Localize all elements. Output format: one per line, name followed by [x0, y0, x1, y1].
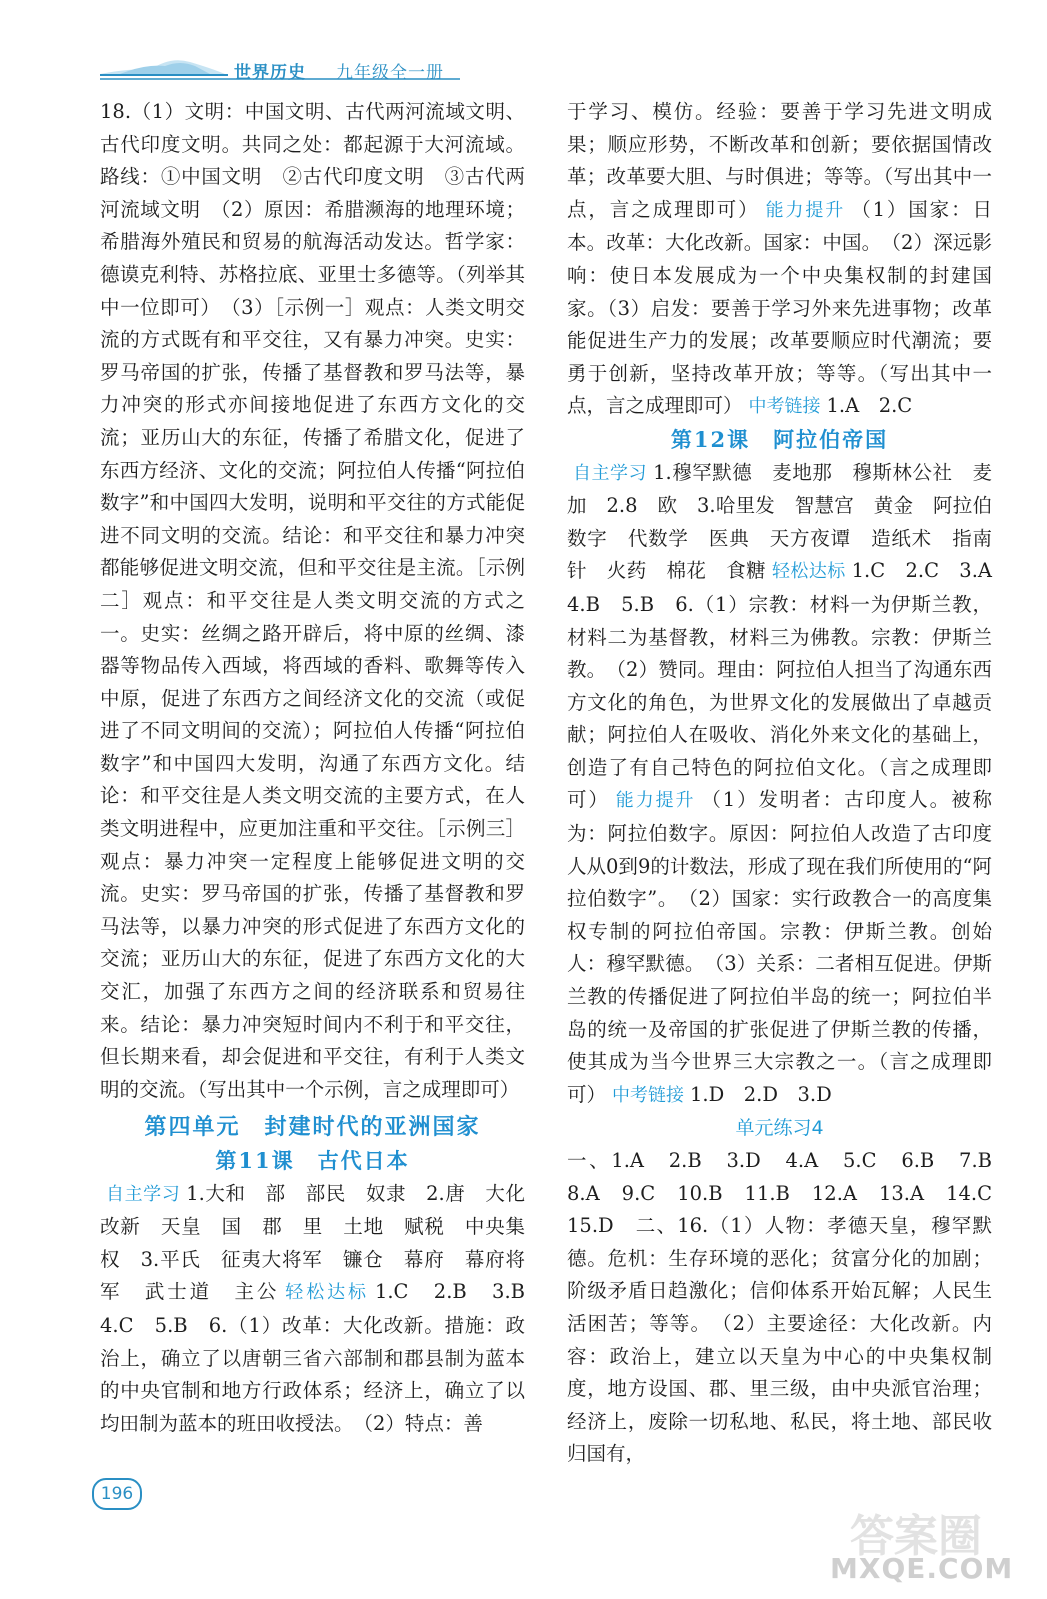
lesson-11-continued — [567, 96, 992, 424]
book-subtitle: 九年级全一册 — [336, 63, 444, 83]
lesson-11-cont-text: 于学习、模仿。经验：要善于学习先进文明成果；顺应形势，不断改革和创新；要依据国情改革；改革要大胆、与时俱进；等等。（写出其中一点，言之成理即可） — [567, 100, 992, 221]
watermark-logo: 答案圈 — [850, 1511, 982, 1562]
lesson-11-nengli-text: （1）国家：日本。改革：大化改新。国家：中国。 （2）深远影响：使日本发展成为一个中央集权制的封建国家。（3）启发：要善于学习外来先进事物；改革能促进生产力的发展；改革要顺应时代潮流；要勇于创新，坚持改革开放；等等。（写出其中一点，言之成理即可） — [567, 197, 992, 418]
lesson-11-zizhu-text: 1.大和 部 部民 奴隶 2.唐 大化改新 天皇 国 郡 里 土地 赋税 中央集权 3.平氏 征夷大将军 镰仓 幕府 幕府将军 武士道 主公 — [100, 1181, 526, 1304]
lesson-11-zhongkao-text: 1.A 2.C — [826, 394, 913, 418]
tag-nengli-tisheng: 能力提升 — [615, 790, 696, 812]
tag-zizhu-xuexi: 自主学习 — [106, 1183, 181, 1205]
unit-title: 第四单元 封建时代的亚洲国家 — [144, 1115, 481, 1141]
lesson-12-zhongkao-text: 1.D 2.D 3.D — [690, 1082, 832, 1106]
unit-practice-answers: 一、1.A 2.B 3.D 4.A 5.C 6.B 7.B 8.A 9.C 10.B 11.B 12.A 13.A 14.C 15.D 二、16.（1）人物：孝德天皇，穆罕默德。危机：生存环境的恶化；贫富分化的加剧；阶级矛盾日趋激化；信仰体系开始瓦解；人民生活困苦；等等。 （2）主要途径：大化改新。内容：政治上，建立以天皇为中心的中央集权制度，地方设国、郡、里三级，由中央派官治理；经济上，废除一切私地、私民，将土地、部民收归国有， — [567, 1149, 1012, 1466]
lesson-12-answers — [567, 457, 1012, 1113]
page-header — [100, 50, 460, 90]
tag-zhongkao-lianjie: 中考链接 — [612, 1084, 685, 1106]
answer-18: 18.（1）文明：中国文明、古代两河流域文明、古代印度文明。共同之处：都起源于大河流域。路线：①中国文明 ②古代印度文明 ③古代两河流域文明 （2）原因：希腊濒海的地理环境；希腊海外殖民和贸易的航海活动发达。哲学家：德谟克利特、苏格拉底、亚里士多德等。（列举其中一位即可） （3）［示例一］观点：人类文明交流的方式既有和平交往，又有暴力冲突。史实：罗马帝国的扩张，传播了基督教和罗马法等，暴力冲突的形式亦间接地促进了东西方文化的交流；亚历山大的东征，传播了希腊文化，促进了东西方经济、文化的交流；阿拉伯人传播“阿拉伯数字”和中国四大发明，说明和平交往的方式能促进不同文明的交流。结论：和平交往和暴力冲突都能够促进文明交流，但和平交往是主流。［示例二］观点：和平交往是人类文明交流的方式之一。史实：丝绸之路开辟后，将中原的丝绸、漆器等物品传入西域，将西域的香料、歌舞等传入中原，促进了东西方之间经济文化的交流（或促进了不同文明间的交流）；阿拉伯人传播“阿拉伯数字”和中国四大发明，沟通了东西方文化。结论：和平交往是人类文明交流的主要方式，在人类文明进程中，应更加注重和平交往。［示例三］观点：暴力冲突一定程度上能够促进文明的交流。史实：罗马帝国的扩张，传播了基督教和罗马法等，以暴力冲突的形式促进了东西方文化的交流；亚历山大的东征，促进了东西方文化的大交汇，加强了东西方之间的经济联系和贸易往来。结论：暴力冲突短时间内不利于和平交往，但长期来看，却会促进和平交往，有利于人类文明的交流。（写出其中一个示例，言之成理即可） — [100, 100, 525, 1101]
tag-qingsong-dabiao: 轻松达标 — [285, 1282, 369, 1304]
lesson-12-nengli-text: （1）发明者：古印度人。被称为：阿拉伯数字。原因：阿拉伯人改造了古印度人从0到9的计数法，形成了现在我们所使用的“阿拉伯数字”。 （2）国家：实行政教合一的高度集权专制的阿拉伯帝国。宗教：伊斯兰教。创始人：穆罕默德。 （3）关系：二者相互促进。伊斯兰教的传播促进了阿拉伯半岛的统一；阿拉伯半岛的统一及帝国的扩张促进了伊斯兰教的传播，使其成为当今世界三大宗教之一。（言之成理即可） — [567, 788, 992, 1106]
lesson-12-qingsong-text: 1.C 2.C 3.A 4.B 5.B 6.（1）宗教：材料一为伊斯兰教，材料二为基督教，材料三为佛教。宗教：伊斯兰教。 （2）赞同。理由：阿拉伯人担当了沟通东西方文化的角色，为世界文化的发展做出了卓越贡献；阿拉伯人在吸收、消化外来文化的基础上，创造了有自己特色的阿拉伯文化。（言之成理即可） — [567, 559, 1012, 812]
watermark-site: MXQE.COM — [830, 1552, 1014, 1585]
lesson-11-title: 第11课 古代日本 — [215, 1148, 410, 1173]
right-column — [567, 96, 1012, 1471]
tag-qingsong-dabiao: 轻松达标 — [772, 561, 846, 583]
lesson-12-zizhu-text: 1.穆罕默德 麦地那 穆斯林公社 麦加 2.8 欧 3.哈里发 智慧宫 黄金 阿拉伯数字 代数学 医典 天方夜谭 造纸术 指南针 火药 棉花 食糖 — [567, 460, 992, 583]
lesson-11-qingsong-text: 1.C 2.B 3.B 4.C 5.B 6.（1）改革：大化改新。措施：政治上，确立了以唐朝三省六部制和郡县制为蓝本的中央官制和地方行政体系；经济上，确立了以均田制为蓝本的班田收授法。 （2）特点：善 — [100, 1280, 545, 1435]
tag-zizhu-xuexi: 自主学习 — [573, 462, 648, 484]
watermark — [830, 1500, 1040, 1590]
book-title: 世界历史 — [234, 63, 306, 83]
tag-nengli-tisheng: 能力提升 — [765, 199, 846, 221]
page-number: 196 — [92, 1478, 142, 1510]
tag-zhongkao-lianjie: 中考链接 — [748, 396, 821, 418]
unit-practice-title: 单元练习4 — [735, 1117, 824, 1140]
left-column — [100, 96, 545, 1440]
lesson-12-title: 第12课 阿拉伯帝国 — [670, 426, 889, 452]
lesson-11-answers — [100, 1178, 545, 1441]
